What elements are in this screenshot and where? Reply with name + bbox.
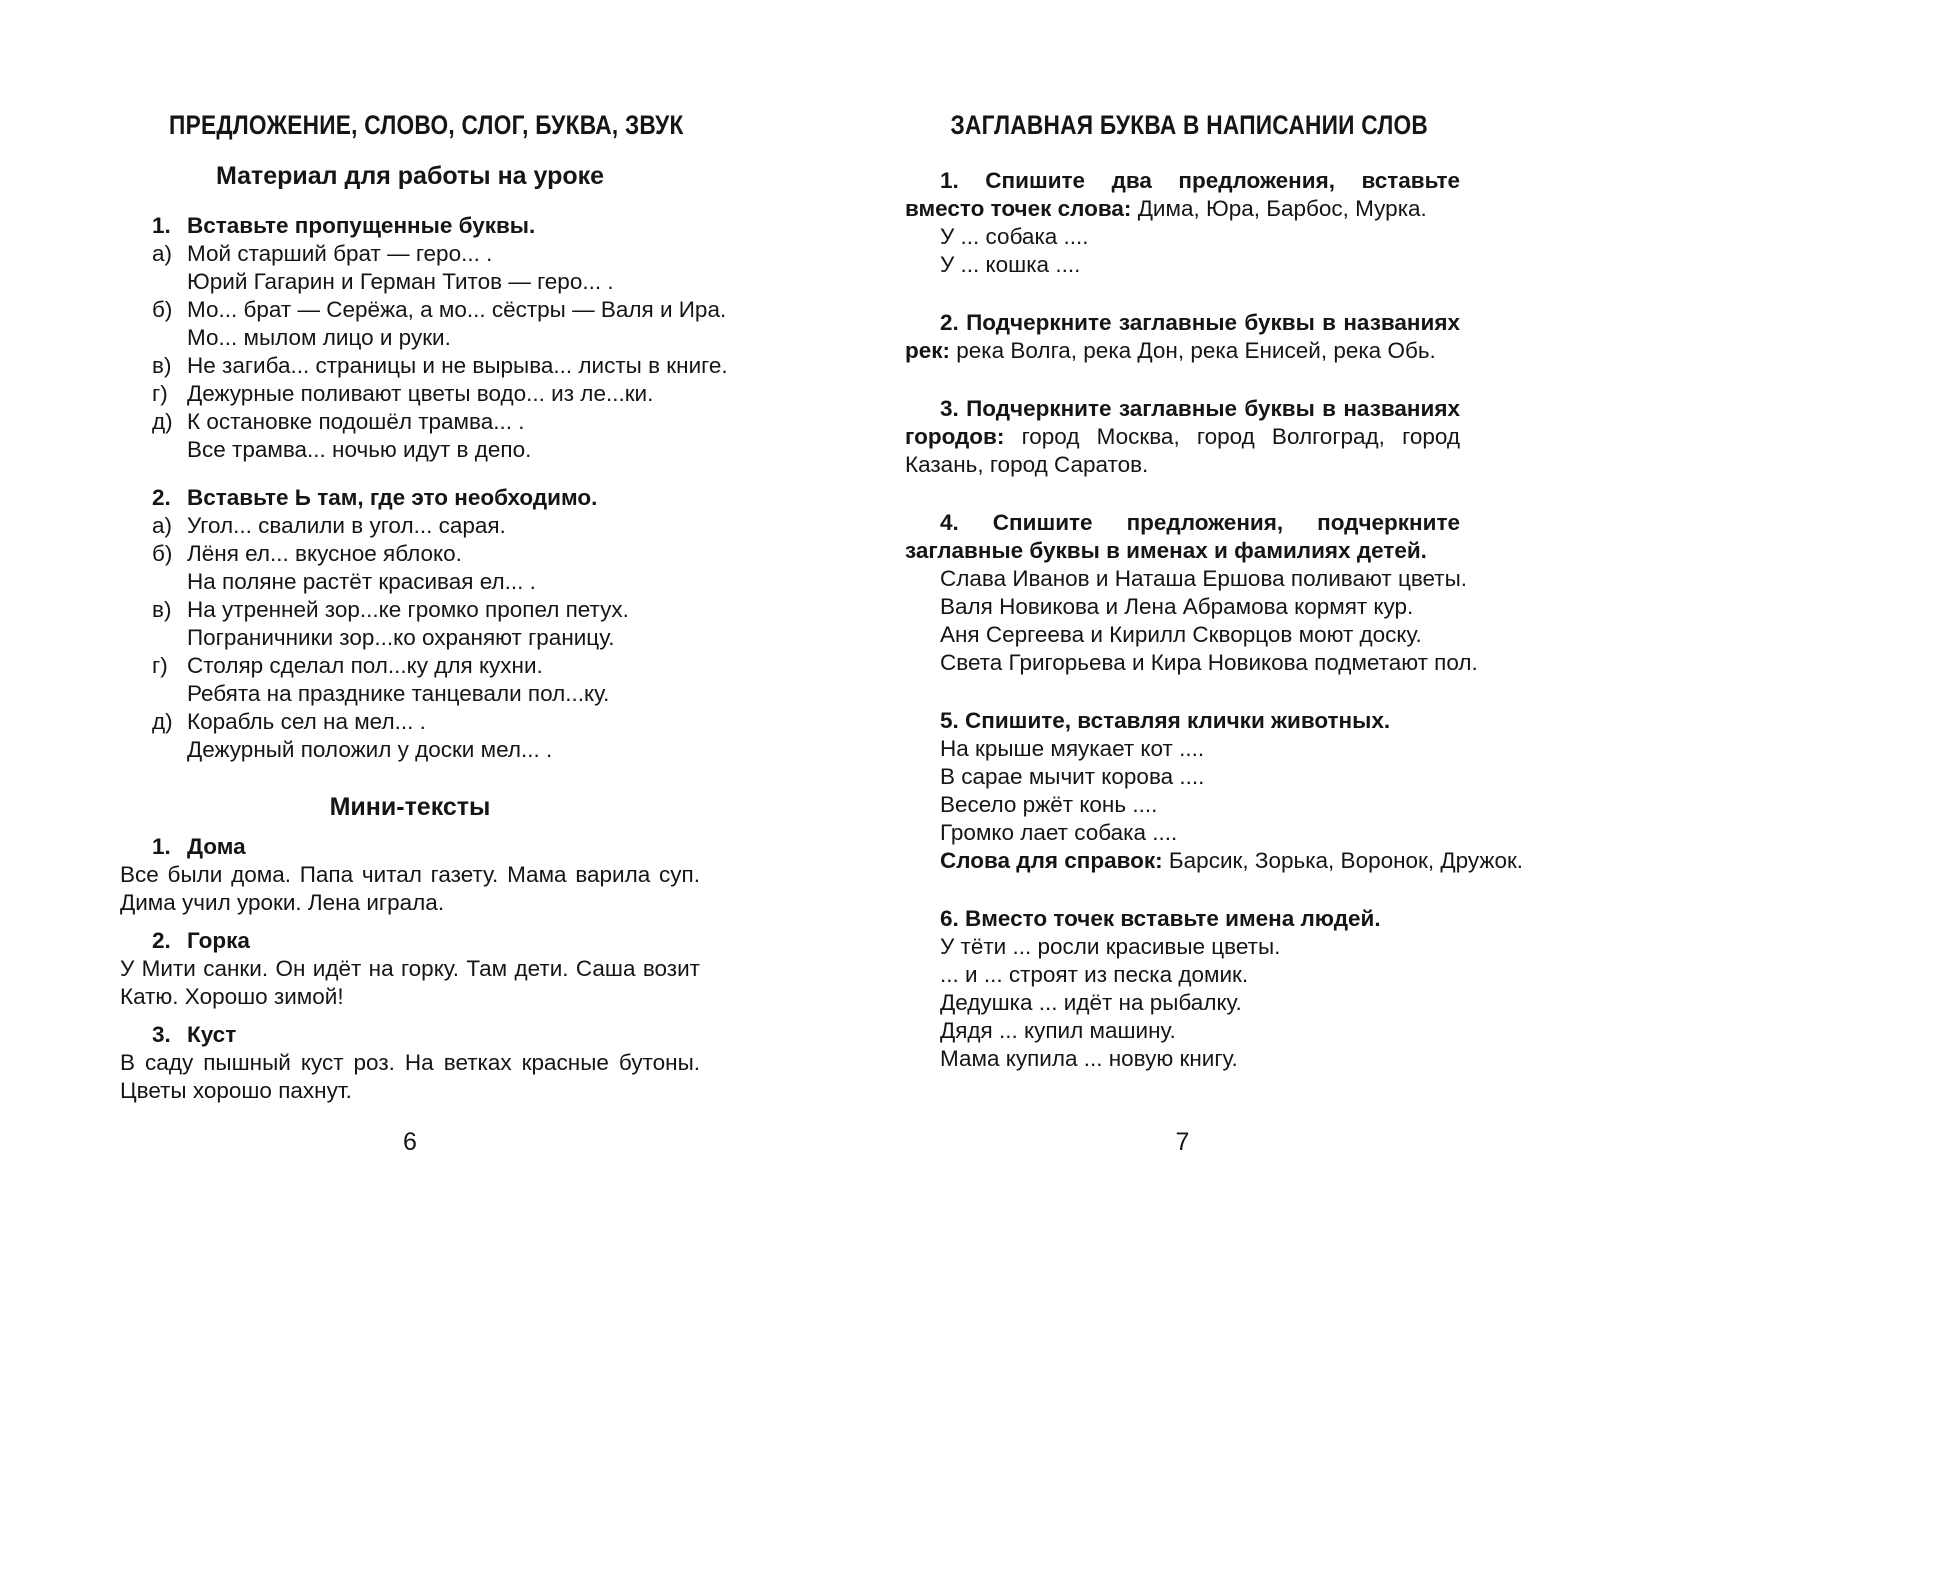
- mini-text-3-title: Куст: [187, 1022, 237, 1047]
- item-text: [187, 380, 700, 408]
- item-label: б): [152, 297, 173, 322]
- item-text: [187, 296, 727, 352]
- exercise-r4-line: Аня Сергеева и Кирилл Скворцов моют доску.: [940, 622, 1422, 647]
- item-text: [187, 240, 700, 296]
- mini-text-2-number: 2.: [152, 928, 171, 953]
- item-label: г): [152, 381, 168, 406]
- exercise-r4-line: Слава Иванов и Наташа Ершова поливают цветы.: [940, 566, 1468, 591]
- exercise-2-item-g: [152, 652, 700, 708]
- exercise-r3: [905, 395, 1460, 479]
- right-page-title: [905, 0, 1460, 143]
- exercise-1-item-d: [152, 408, 700, 464]
- exercise-2-item-v: [152, 596, 700, 652]
- exercise-r5-heading: [905, 707, 1460, 735]
- item-line: Не загиба... страницы и не вырыва... листы в книге.: [187, 353, 728, 378]
- mini-text-3-heading: [152, 1021, 700, 1049]
- mini-text-3: [120, 1021, 700, 1105]
- exercise-r6: [905, 905, 1460, 1073]
- mini-text-2-heading: [152, 927, 700, 955]
- page-number-right: 7: [1175, 1128, 1190, 1156]
- left-page-title: [120, 0, 700, 143]
- exercise-2-item-a: [152, 512, 700, 540]
- item-label: а): [152, 513, 173, 538]
- exercise-r6-line: Дядя ... купил машину.: [940, 1018, 1176, 1043]
- mini-text-1-body: Все были дома. Папа читал газету. Мама варила суп. Дима учил уроки. Лена играла.: [120, 862, 700, 915]
- exercise-1-item-a: [152, 240, 700, 296]
- exercise-r6-heading: [905, 905, 1460, 933]
- exercise-r4-line: Валя Новикова и Лена Абрамова кормят кур.: [940, 594, 1414, 619]
- exercise-2: [120, 484, 700, 764]
- exercise-r1-line: У ... собака ....: [940, 224, 1089, 249]
- exercise-r3-lead-rest: город Москва, город Волгоград, город Казань, город Саратов.: [905, 424, 1460, 477]
- item-line: К остановке подошёл трамва... .: [187, 409, 525, 434]
- mini-text-2-title: Горка: [187, 928, 250, 953]
- page-right: [905, 0, 1524, 1572]
- item-line: Мой старший брат — геро... .: [187, 241, 493, 266]
- exercise-r6-line: ... и ... строят из песка домик.: [940, 962, 1249, 987]
- exercise-2-title: Вставьте Ь там, где это необходимо.: [187, 485, 598, 510]
- item-line: На поляне растёт красивая ел... .: [187, 569, 536, 594]
- exercise-2-item-d: [152, 708, 700, 764]
- mini-text-1-title: Дома: [187, 834, 246, 859]
- exercise-r3-lead-bold: 3. Подчеркните заглавные буквы в названиях городов:: [905, 396, 1460, 449]
- item-text: [187, 512, 700, 540]
- item-label: в): [152, 597, 172, 622]
- mini-text-3-body: В саду пышный куст роз. На ветках красные бутоны. Цветы хорошо пахнут.: [120, 1050, 700, 1103]
- page-left: [120, 0, 728, 1572]
- exercise-2-item-b: [152, 540, 700, 596]
- exercise-r2-lead-rest: река Волга, река Дон, река Енисей, река Обь.: [956, 338, 1436, 363]
- exercise-1-item-g: [152, 380, 700, 408]
- exercise-r6-line: Мама купила ... новую книгу.: [940, 1046, 1238, 1071]
- item-text: [187, 352, 728, 380]
- exercise-r6-lead-bold: 6. Вместо точек вставьте имена людей.: [940, 906, 1381, 931]
- item-label: б): [152, 541, 173, 566]
- mini-text-3-number: 3.: [152, 1022, 171, 1047]
- item-text: [187, 652, 700, 708]
- mini-text-1-number: 1.: [152, 834, 171, 859]
- reference-words-label: Слова для справок:: [940, 848, 1163, 873]
- item-line: Угол... свалили в угол... сарая.: [187, 513, 506, 538]
- exercise-r6-line: У тёти ... росли красивые цветы.: [940, 934, 1281, 959]
- item-line: Ребята на празднике танцевали пол...ку.: [187, 681, 610, 706]
- exercise-r5-reference-words: [940, 847, 1524, 875]
- item-line: Мо... брат — Серёжа, а мо... сёстры — Валя и Ира.: [187, 297, 727, 322]
- exercise-1: [120, 212, 728, 464]
- item-line: Корабль сел на мел... .: [187, 709, 426, 734]
- mini-text-2: [120, 927, 700, 1011]
- mini-text-1: [120, 833, 700, 917]
- exercise-r1: [905, 167, 1460, 279]
- exercise-r1-line: У ... кошка ....: [940, 252, 1081, 277]
- mini-text-2-body: У Мити санки. Он идёт на горку. Там дети. Саша возит Катю. Хорошо зимой!: [120, 956, 700, 1009]
- item-line: На утренней зор...ке громко пропел петух.: [187, 597, 629, 622]
- exercise-1-title: Вставьте пропущенные буквы.: [187, 213, 536, 238]
- lesson-subtitle: Материал для работы на уроке: [215, 162, 605, 190]
- item-label: в): [152, 353, 172, 378]
- item-label: г): [152, 653, 168, 678]
- exercise-r1-heading: [905, 167, 1460, 223]
- item-label: д): [152, 709, 173, 734]
- item-line: Мо... мылом лицо и руки.: [187, 325, 451, 350]
- item-text: [187, 596, 700, 652]
- exercise-1-item-v: [152, 352, 728, 380]
- exercise-r1-lead-rest: Дима, Юра, Барбос, Мурка.: [1137, 196, 1427, 221]
- exercise-r4-line: Света Григорьева и Кира Новикова подметают пол.: [940, 650, 1478, 675]
- exercise-r3-heading: [905, 395, 1460, 479]
- exercise-r5-line: На крыше мяукает кот ....: [940, 736, 1205, 761]
- exercise-r5: [905, 707, 1524, 875]
- exercise-2-heading: [152, 484, 700, 512]
- exercise-r2: [905, 309, 1460, 365]
- left-page-title-text: ПРЕДЛОЖЕНИЕ, СЛОВО, СЛОГ, БУКВА, ЗВУК: [169, 110, 684, 140]
- exercise-r4-heading: [905, 509, 1460, 565]
- item-line: Лёня ел... вкусное яблоко.: [187, 541, 462, 566]
- item-line: Пограничники зор...ко охраняют границу.: [187, 625, 615, 650]
- page-number-left: 6: [403, 1128, 417, 1156]
- item-label: а): [152, 241, 173, 266]
- item-text: [187, 408, 700, 464]
- item-line: Юрий Гагарин и Герман Титов — геро... .: [187, 269, 614, 294]
- item-text: [187, 708, 700, 764]
- exercise-r1-lead-bold: 1. Спишите два предложения, вставьте вместо точек слова:: [905, 168, 1460, 221]
- right-page-title-text: ЗАГЛАВНАЯ БУКВА В НАПИСАНИИ СЛОВ: [950, 110, 1429, 140]
- mini-texts-heading: Мини-тексты: [329, 793, 491, 821]
- exercise-1-heading: [152, 212, 700, 240]
- exercise-r4: [905, 509, 1478, 677]
- exercise-2-number: 2.: [152, 485, 171, 510]
- exercise-r4-lead-bold: 4. Спишите предложения, подчеркните заглавные буквы в именах и фамилиях детей.: [905, 510, 1460, 563]
- exercise-r2-heading: [905, 309, 1460, 365]
- item-text: [187, 540, 700, 596]
- mini-text-1-heading: [152, 833, 700, 861]
- item-line: Дежурный положил у доски мел... .: [187, 737, 553, 762]
- exercise-r5-line: Весело ржёт конь ....: [940, 792, 1158, 817]
- exercise-1-number: 1.: [152, 213, 171, 238]
- item-line: Все трамва... ночью идут в депо.: [187, 437, 532, 462]
- exercise-r5-lead-bold: 5. Спишите, вставляя клички животных.: [940, 708, 1391, 733]
- exercise-r2-lead-bold: 2. Подчеркните заглавные буквы в названиях рек:: [905, 310, 1460, 363]
- reference-words-list: Барсик, Зорька, Воронок, Дружок.: [1168, 848, 1524, 873]
- item-line: Дежурные поливают цветы водо... из ле...ки.: [187, 381, 654, 406]
- item-label: д): [152, 409, 173, 434]
- exercise-r5-line: Громко лает собака ....: [940, 820, 1178, 845]
- exercise-r5-line: В сарае мычит корова ....: [940, 764, 1205, 789]
- exercise-1-item-b: [152, 296, 727, 352]
- item-line: Столяр сделал пол...ку для кухни.: [187, 653, 543, 678]
- exercise-r6-line: Дедушка ... идёт на рыбалку.: [940, 990, 1242, 1015]
